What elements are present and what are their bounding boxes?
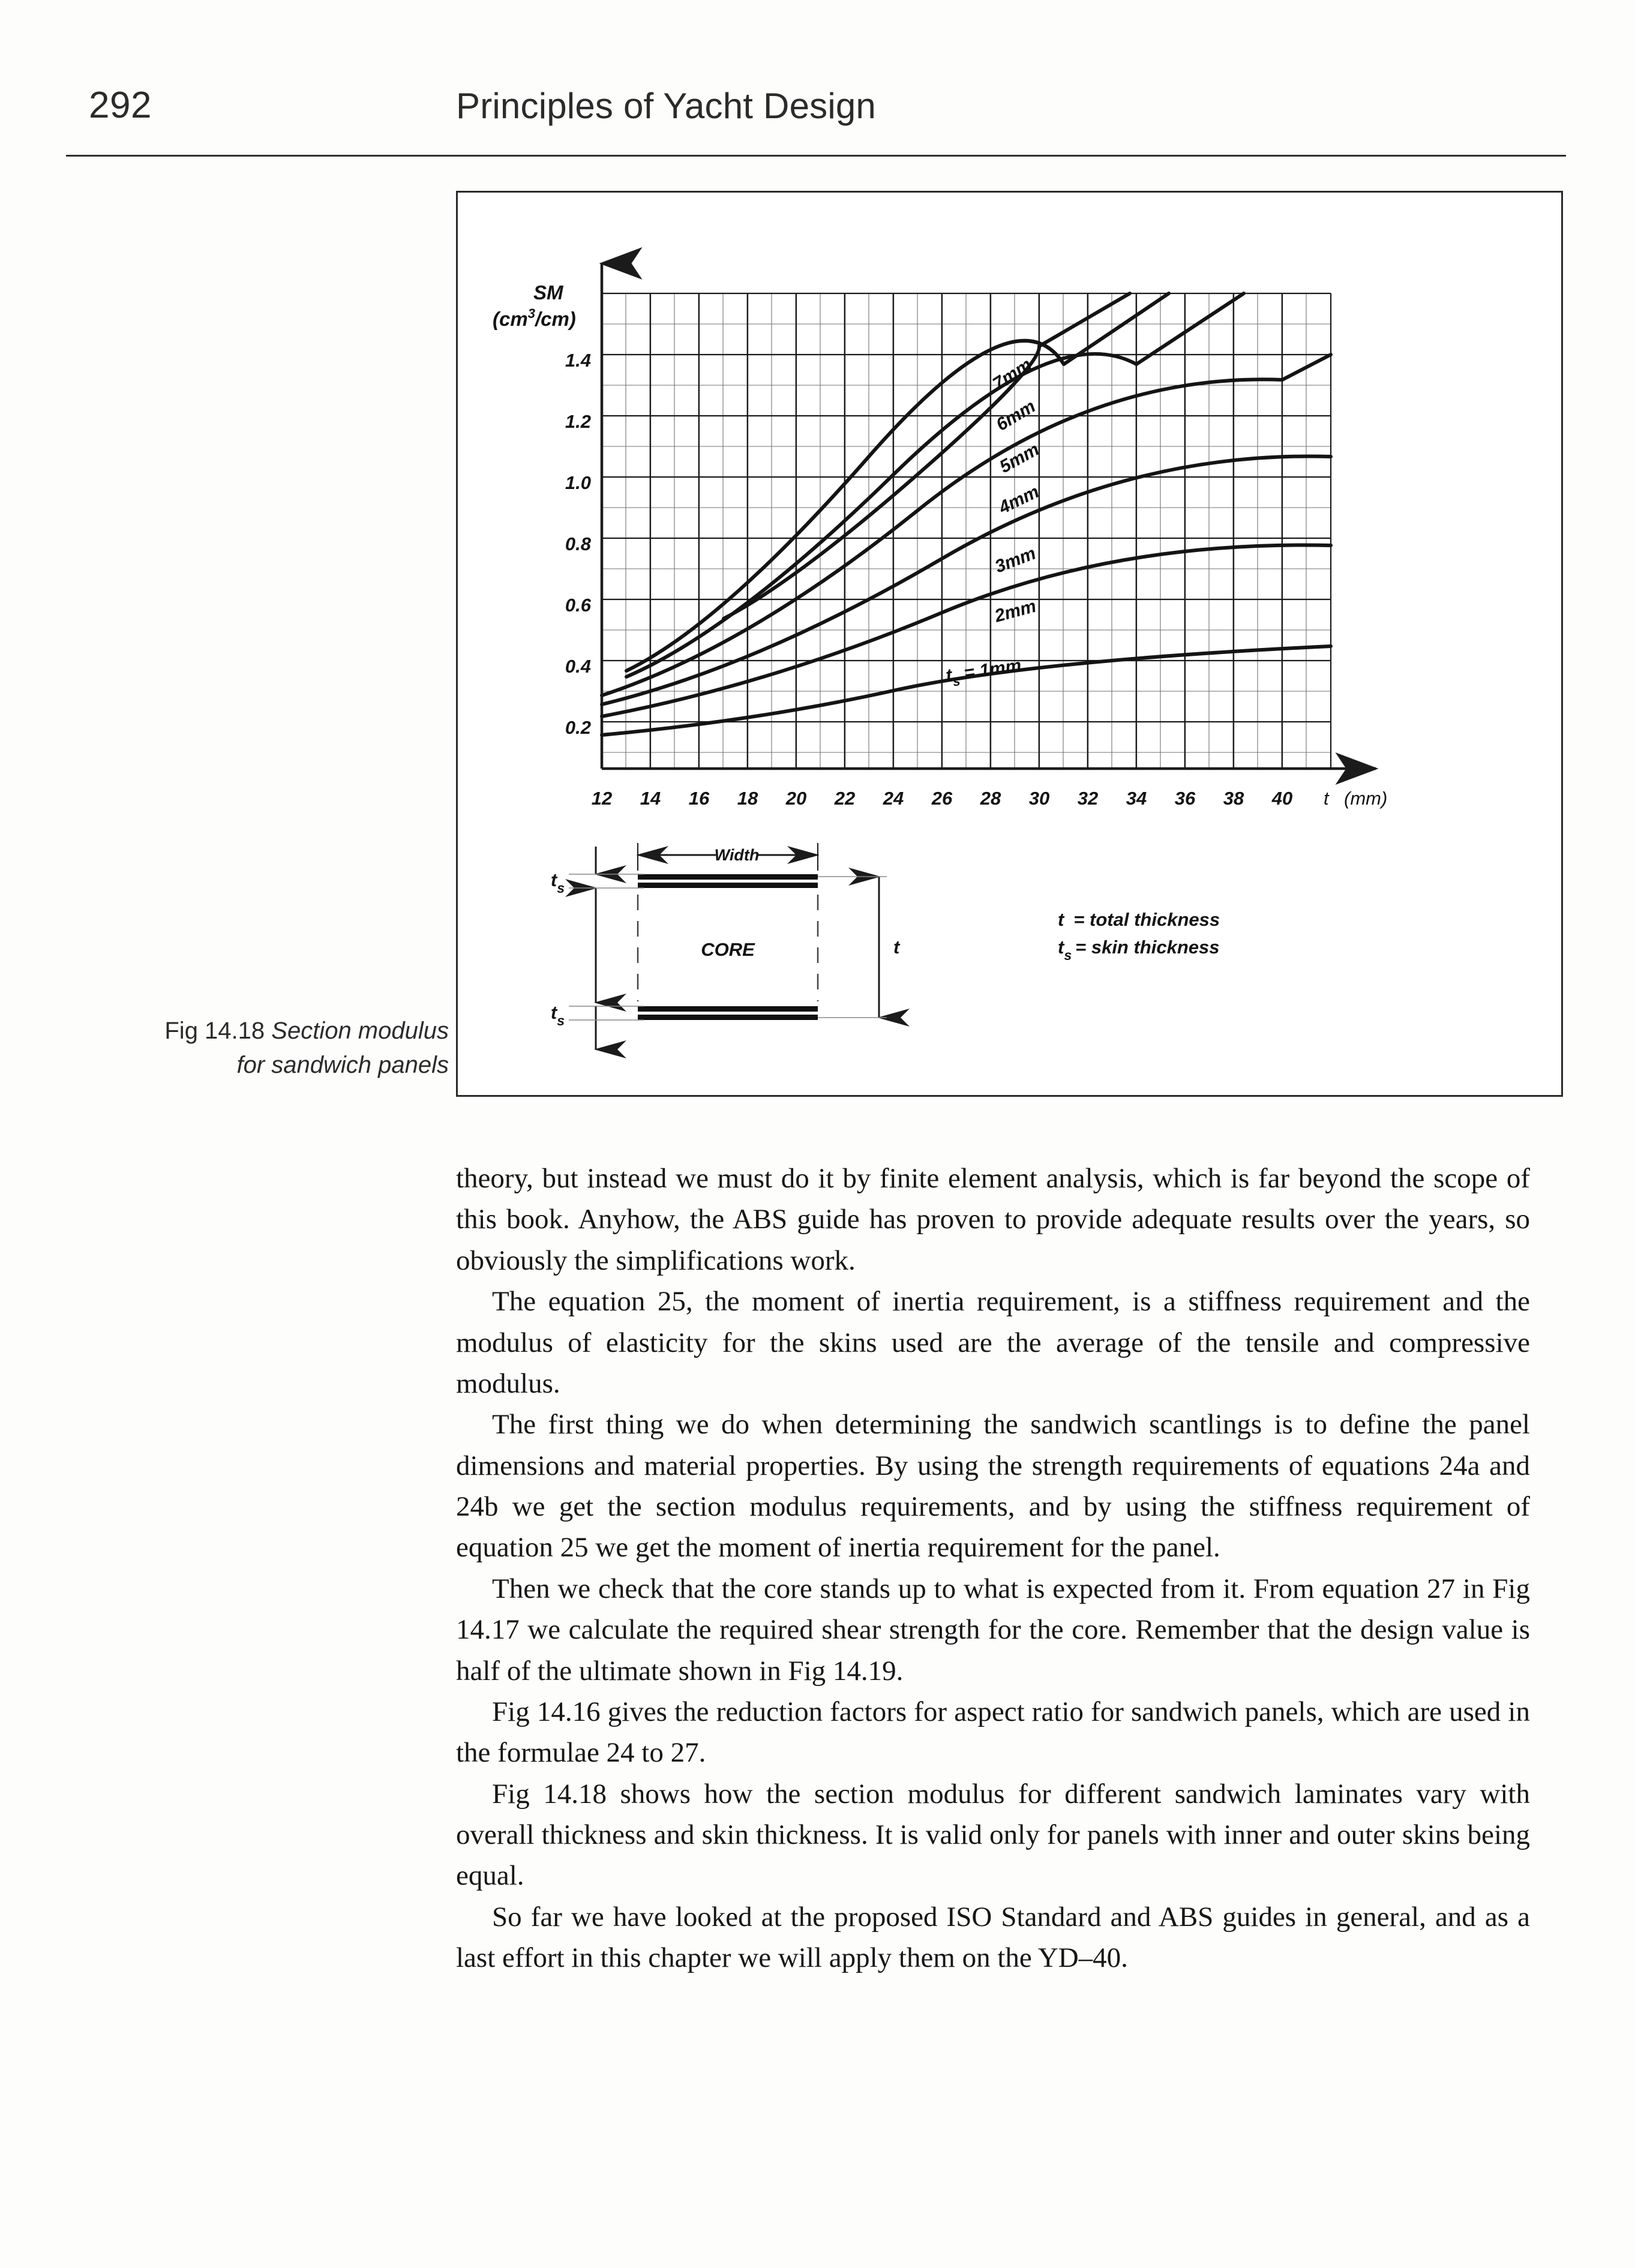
- paragraph-1: theory, but instead we must do it by finite element analysis, which is far beyond the scope of this book. Anyhow, the ABS guide has proven to provide adequate results over the years, so obviously the simplifications work.: [456, 1163, 1530, 1276]
- curve-label-2mm: 2mm: [992, 596, 1039, 626]
- curve-label-6mm: 6mm: [992, 396, 1039, 436]
- x-tick-30: 30: [1028, 788, 1050, 809]
- panel-total-label: t: [893, 937, 900, 958]
- paragraph-4: Then we check that the core stands up to what is expected from it. From equation 27 in Fig 14.17 we calculate the required shear strength for the core. Remember that the design value is half of the ultimate shown in Fig 14.19.: [456, 1573, 1530, 1687]
- header-rule: [66, 155, 1566, 157]
- x-tick-36: 36: [1174, 788, 1196, 809]
- x-tick-12: 12: [591, 788, 613, 809]
- paragraph-2: The equation 25, the moment of inertia requirement, is a stiffness requirement and the modulus of elasticity for the skins used are the average of the tensile and compressive modulus.: [456, 1286, 1530, 1399]
- panel-width-label: Width: [714, 846, 760, 864]
- figure-legend: [1058, 909, 1220, 963]
- running-head: Principles of Yacht Design: [456, 86, 877, 126]
- x-axis-title-unit: (mm): [1344, 788, 1388, 809]
- curve-5mm: [626, 354, 1136, 677]
- y-tick-1-4: 1.4: [565, 350, 591, 371]
- x-tick-16: 16: [688, 788, 710, 809]
- x-tick-34: 34: [1126, 788, 1147, 809]
- curve-7mm-top: [1039, 293, 1130, 346]
- figure-caption-prefix: Fig 14.18: [164, 1018, 272, 1044]
- y-axis-title-percm: /cm): [535, 308, 576, 330]
- y-axis-title-cm: (cm: [493, 308, 528, 330]
- figure-caption-title2: for sandwich panels: [236, 1051, 449, 1078]
- x-tick-38: 38: [1223, 788, 1244, 809]
- y-tick-0-8: 0.8: [565, 533, 591, 554]
- svg-text:(cm3/cm): [493, 306, 576, 330]
- y-tick-1-0: 1.0: [565, 472, 591, 493]
- page-header: [0, 84, 1635, 150]
- x-tick-26: 26: [931, 788, 953, 809]
- x-tick-24: 24: [883, 788, 904, 809]
- y-tick-0-4: 0.4: [565, 656, 591, 677]
- x-axis-title: [1324, 788, 1387, 809]
- paragraph-5: Fig 14.16 gives the reduction factors for aspect ratio for sandwich panels, which are used in the formulae 24 to 27.: [456, 1696, 1530, 1769]
- body-text: [456, 1158, 1530, 1979]
- y-axis-title-exp: 3: [527, 306, 535, 321]
- figure-caption-title: Section modulus: [271, 1018, 449, 1044]
- y-tick-0-2: 0.2: [565, 717, 591, 738]
- x-axis-title-sym: t: [1324, 788, 1329, 809]
- panel-core-label: CORE: [701, 939, 755, 960]
- curve-label-5mm: 5mm: [996, 439, 1043, 478]
- curve-label-3mm: 3mm: [992, 543, 1039, 577]
- y-tick-1-2: 1.2: [565, 411, 591, 432]
- curve-label-4mm: 4mm: [995, 481, 1043, 518]
- sandwich-panel-diagram: [551, 843, 901, 1049]
- y-tick-labels: [565, 350, 592, 738]
- figure-caption: [89, 1014, 449, 1082]
- page-number: 292: [89, 85, 152, 126]
- y-axis-title-sm: SM: [533, 281, 563, 304]
- figure-graphic: [458, 193, 1562, 1095]
- x-tick-28: 28: [980, 788, 1001, 809]
- curve-7mm: [724, 346, 1039, 619]
- curve-label-7mm: 7mm: [989, 355, 1036, 394]
- panel-skin-label-bottom: $t_s$: [550, 1002, 565, 1028]
- x-tick-labels: [592, 788, 1292, 809]
- curve-label-1mm: $t_s = 1mm$: [944, 655, 1023, 689]
- legend-line-skin: $t_s$ = skin thickness: [1058, 937, 1220, 963]
- x-tick-14: 14: [640, 788, 661, 809]
- x-tick-18: 18: [737, 788, 758, 809]
- x-tick-20: 20: [785, 788, 807, 809]
- figure-box: [456, 191, 1563, 1097]
- paragraph-6: Fig 14.18 shows how the section modulus for different sandwich laminates vary with overall thickness and skin thickness. It is valid only for panels with inner and outer skins being equal.: [456, 1778, 1530, 1892]
- panel-skin-label-top: $t_s$: [550, 869, 565, 896]
- paragraph-7: So far we have looked at the proposed ISO Standard and ABS guides in general, and as a last effort in this chapter we will apply them on the YD–40.: [456, 1901, 1530, 1974]
- paragraph-3: The first thing we do when determining the sandwich scantlings is to define the panel dimensions and material properties. By using the strength requirements of equations 24a and 24b we get the section modulus requirements, and by using the stiffness requirement of equation 25 we get the moment of inertia requirement for the panel.: [456, 1409, 1530, 1564]
- x-tick-32: 32: [1077, 788, 1099, 809]
- y-tick-0-6: 0.6: [565, 595, 591, 616]
- legend-line-total: t = total thickness: [1058, 909, 1220, 930]
- x-tick-22: 22: [834, 788, 856, 809]
- x-tick-40: 40: [1271, 788, 1293, 809]
- y-axis-title: [493, 281, 576, 330]
